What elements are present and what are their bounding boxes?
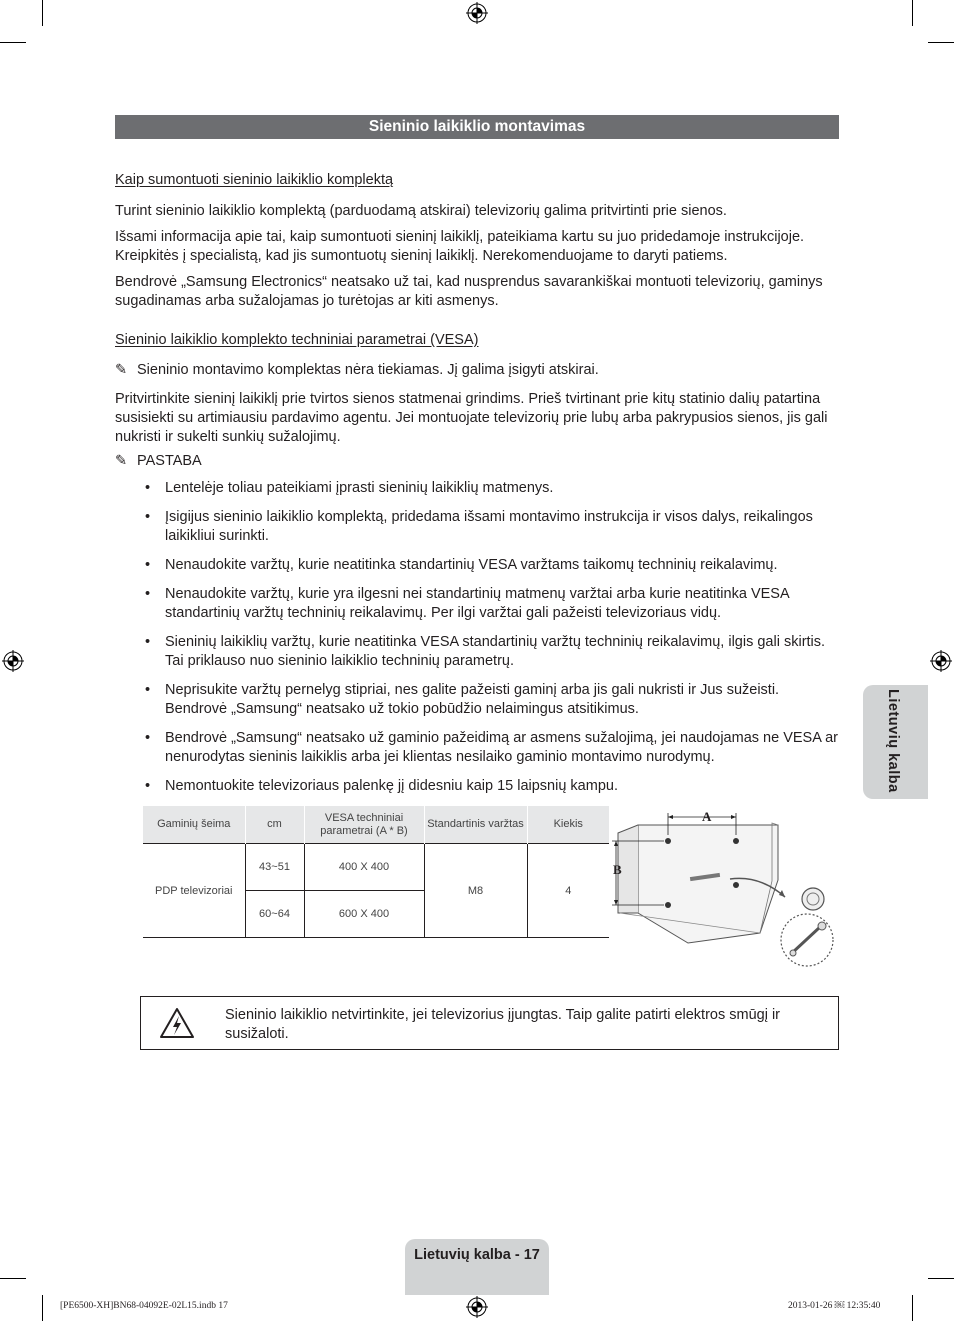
note-text: Sieninio montavimo komplektas nėra tiekiamas. Jį galima įsigyti atskirai. bbox=[137, 362, 599, 378]
crop-mark bbox=[0, 42, 26, 43]
table-cell-screw: M8 bbox=[424, 844, 527, 938]
page-label: Lietuvių kalba - 17 bbox=[414, 1247, 540, 1263]
registration-mark-icon bbox=[466, 1296, 488, 1318]
crop-mark bbox=[0, 1278, 26, 1279]
paragraph: Išsami informacija apie tai, kaip sumontuoti sieninį laikiklį, pateikiama kartu su juo pridedamoje instrukcijoje. Kreipkitės į specialistą, kad jis sumontuotų sieninį laikiklį. Nerekomenduojame to daryti patiems. bbox=[115, 229, 805, 264]
table-cell-vesa: 400 X 400 bbox=[304, 844, 424, 891]
crop-mark bbox=[912, 0, 913, 26]
paragraph: Pritvirtinkite sieninį laikiklį prie tvirtos sienos statmenai grindims. Prieš tvirtinant prie kitų statinio dalių patartina susisiekti su artimiausiu pardavimo agentu. Jei montuojate televizorių prie lubų arba pakrypusios sienos, jis gali nukristi ir sukelti sunkių sužalojimų. bbox=[115, 391, 828, 445]
list-item: • Neprisukite varžtų pernelyg stipriai, nes galite pažeisti gaminį arba jis gali nukristi ir Jus sužeisti. Bendrovė „Samsung“ neatsako už tokio pobūdžio nelaimingus atsitikimus. bbox=[145, 681, 845, 719]
subheading-vesa: Sieninio laikiklio komplekto techniniai parametrai (VESA) bbox=[115, 332, 479, 348]
vesa-table bbox=[143, 806, 609, 938]
list-item: • Nenaudokite varžtų, kurie neatitinka standartinių VESA varžtams taikomų techninių reikalavimų. bbox=[145, 556, 845, 575]
table-header: cm bbox=[245, 806, 304, 844]
list-item: • Įsigijus sieninio laikiklio komplektą, pridedama išsami montavimo instrukcija ir visos dalys, reikalingos laikikliui surinkti. bbox=[145, 508, 845, 546]
subheading-install: Kaip sumontuoti sieninio laikiklio komplektą bbox=[115, 172, 394, 188]
section-title: Sieninio laikiklio montavimas bbox=[115, 115, 839, 139]
table-header: Standartinis varžtas bbox=[424, 806, 527, 844]
registration-mark-icon bbox=[466, 2, 488, 24]
warning-box bbox=[140, 996, 839, 1050]
table-cell-vesa: 600 X 400 bbox=[304, 891, 424, 938]
paragraph: Bendrovė „Samsung Electronics“ neatsako už tai, kad nusprendus savarankiškai montuoti televizorių, gaminys sugadinamas arba sužalojamas jo turėtojas ar kiti asmenys. bbox=[115, 274, 823, 309]
table-header-row bbox=[143, 806, 609, 844]
crop-mark bbox=[912, 1295, 913, 1321]
dimension-label-a: A bbox=[702, 809, 712, 824]
list-item: • Bendrovė „Samsung“ neatsako už gaminio pažeidimą ar asmens sužalojimą, jei naudojamas ne VESA ar nenurodytas sieninis laikiklis arba jei klientas nesilaiko gaminio montavimo nurodymų. bbox=[145, 729, 845, 767]
table-cell-cm: 60~64 bbox=[245, 891, 304, 938]
pencil-note-icon: ✎ bbox=[115, 453, 128, 469]
note bbox=[115, 452, 840, 471]
registration-mark-icon bbox=[930, 650, 952, 672]
page-number-tab bbox=[405, 1239, 549, 1295]
table-cell-family: PDP televizoriai bbox=[143, 844, 245, 938]
tv-wall-mount-diagram bbox=[610, 805, 840, 970]
dimension-label-b: B bbox=[613, 862, 622, 877]
paragraph: Turint sieninio laikiklio komplektą (parduodamą atskirai) televizorių galima pritvirtinti prie sienos. bbox=[115, 203, 727, 219]
table-header: Kiekis bbox=[527, 806, 609, 844]
note bbox=[115, 361, 840, 380]
footer-file-info: [PE6500-XH]BN68-04092E-02L15.indb 17 bbox=[60, 1301, 228, 1311]
table-header: Gaminių šeima bbox=[143, 806, 245, 844]
crop-mark bbox=[928, 42, 954, 43]
table-cell-quantity: 4 bbox=[527, 844, 609, 938]
note-heading: PASTABA bbox=[137, 453, 202, 469]
bullet-list bbox=[145, 479, 845, 806]
electric-shock-warning-icon bbox=[159, 1007, 195, 1039]
crop-mark bbox=[42, 1295, 43, 1321]
warning-text: Sieninio laikiklio netvirtinkite, jei televizorius įjungtas. Taip galite patirti elektros smūgį ir susižaloti. bbox=[225, 1007, 781, 1042]
list-item: • Nemontuokite televizoriaus palenkę jį didesniu kaip 15 laipsnių kampu. bbox=[145, 777, 845, 796]
list-item: • Lentelėje toliau pateikiami įprasti sieninių laikiklių matmenys. bbox=[145, 479, 845, 498]
table-row bbox=[143, 844, 609, 891]
pencil-note-icon: ✎ bbox=[115, 362, 128, 378]
tv-back-illustration bbox=[610, 805, 840, 970]
list-item: • Sieninių laikiklių varžtų, kurie neatitinka VESA standartinių varžtų techninių reikalavimų, ilgis gali skirtis. Tai priklauso nuo sieninio laikiklio techninių parametrų. bbox=[145, 633, 845, 671]
table-header: VESA techniniai parametrai (A * B) bbox=[304, 806, 424, 844]
crop-mark bbox=[42, 0, 43, 26]
registration-mark-icon bbox=[2, 650, 24, 672]
side-tab-label: Lietuvių kalba bbox=[885, 689, 901, 793]
table-cell-cm: 43~51 bbox=[245, 844, 304, 891]
footer-timestamp: 2013-01-26 ￼ 12:35:40 bbox=[788, 1301, 881, 1311]
crop-mark bbox=[928, 1278, 954, 1279]
language-side-tab bbox=[863, 685, 928, 799]
list-item: • Nenaudokite varžtų, kurie yra ilgesni nei standartinių matmenų varžtai arba kurie neatitinka VESA standartinių varžtų techninių reikalavimų. Per ilgi varžtai gali pažeisti televizoriaus vidų. bbox=[145, 585, 845, 623]
